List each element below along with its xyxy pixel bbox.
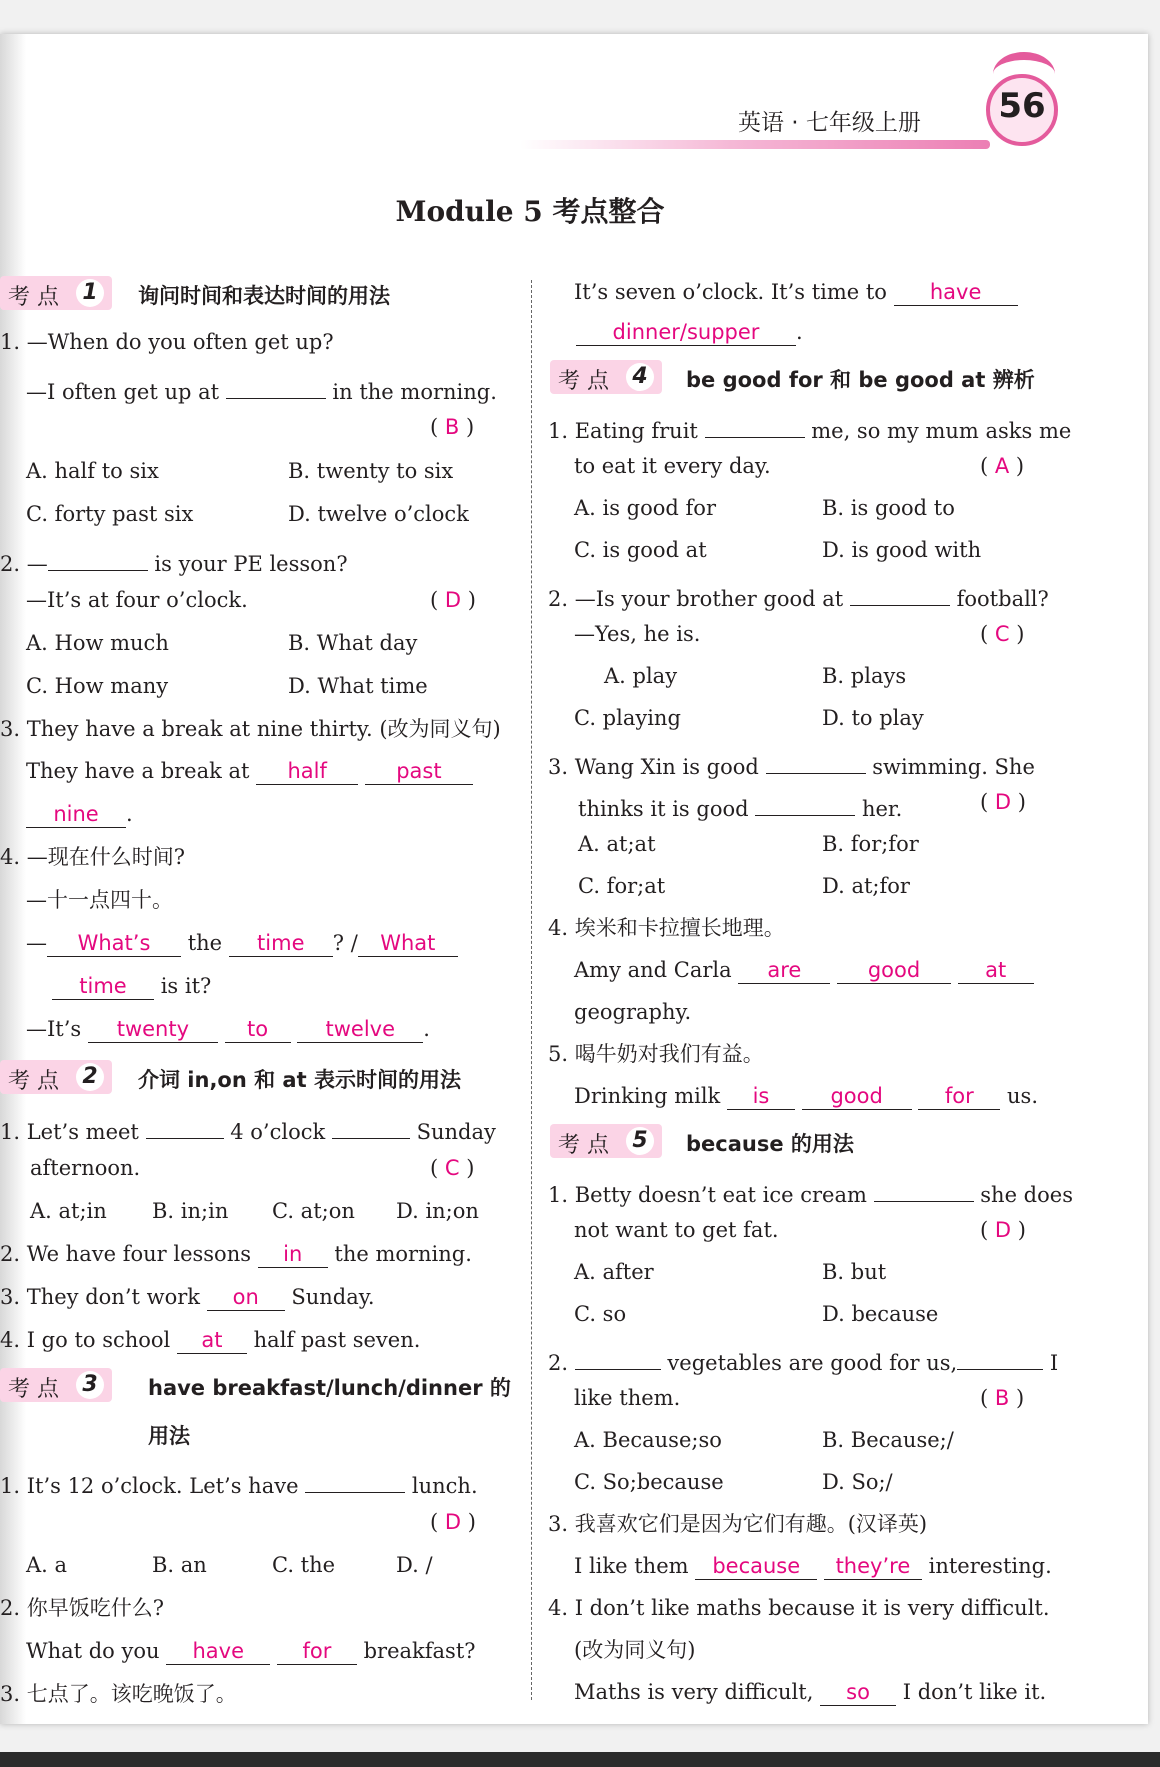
- g1-answer: ( A ): [980, 454, 1025, 478]
- section-title-1: 询问时间和表达时间的用法: [138, 284, 390, 308]
- q1-line2: —I often get up at in the morning.: [26, 371, 497, 406]
- q2-option-c: C. How many: [26, 674, 169, 698]
- g4-line3: geography.: [574, 1000, 692, 1024]
- p1-answer: ( C ): [430, 1156, 475, 1180]
- p1-option-b: B. in;in: [152, 1199, 229, 1223]
- g2-option-d: D. to play: [822, 706, 924, 730]
- section-tag-2: 考 点 2: [0, 1060, 112, 1094]
- g4-line2: Amy and Carla are good at: [574, 956, 1034, 984]
- g3-option-d: D. at;for: [822, 874, 910, 898]
- p1-question: 1. Let’s meet 4 o’clock Sunday: [0, 1111, 496, 1146]
- section-tag-5: 考 点 5: [550, 1124, 662, 1158]
- b1-option-b: B. but: [822, 1260, 887, 1284]
- g1-option-c: C. is good at: [574, 538, 707, 562]
- page-title: Module 5 考点整合: [395, 195, 665, 228]
- b2-option-b: B. Because;/: [822, 1428, 954, 1452]
- page-number: 56: [998, 86, 1046, 126]
- section-tag-1: 考 点 1: [0, 276, 112, 310]
- h2-question: 2. 你早饭吃什么?: [0, 1596, 164, 1620]
- g1-line2: to eat it every day.: [574, 454, 771, 478]
- b3-line2: I like them because they’re interesting.: [574, 1554, 1052, 1578]
- b3-question: 3. 我喜欢它们是因为它们有趣。(汉译英): [548, 1512, 928, 1536]
- column-divider: [531, 280, 532, 1700]
- p1-option-d: D. in;on: [396, 1199, 479, 1223]
- q1-option-b: B. twenty to six: [288, 459, 454, 483]
- q3-line3: nine .: [26, 800, 133, 828]
- q4-line2: —十一点四十。: [26, 888, 173, 912]
- g1-option-b: B. is good to: [822, 496, 955, 520]
- g3-option-c: C. for;at: [578, 874, 666, 898]
- p1-line2: afternoon.: [30, 1156, 141, 1180]
- q3-line2: They have a break at half past: [26, 757, 473, 785]
- g2-answer: ( C ): [980, 622, 1025, 646]
- b1-option-c: C. so: [574, 1302, 627, 1326]
- b4-line3: Maths is very difficult, so I don’t like it.: [574, 1680, 1047, 1704]
- section-tag-3: 考 点 3: [0, 1368, 112, 1402]
- q2-line2: —It’s at four o’clock.: [26, 588, 248, 612]
- header-rule: [520, 140, 990, 149]
- b4-line2: (改为同义句): [574, 1638, 696, 1662]
- section-title-2: 介词 in,on 和 at 表示时间的用法: [138, 1068, 461, 1092]
- p3-question: 3. They don’t work on Sunday.: [0, 1285, 375, 1309]
- g2-question: 2. —Is your brother good at football?: [548, 578, 1049, 613]
- g4-question: 4. 埃米和卡拉擅长地理。: [548, 916, 785, 940]
- g5-line2: Drinking milk is good for us.: [574, 1084, 1039, 1108]
- q4-line5: —It’s twenty to twelve .: [26, 1017, 430, 1041]
- b2-question: 2. vegetables are good for us, I: [548, 1342, 1058, 1377]
- q2-option-b: B. What day: [288, 631, 418, 655]
- b2-option-d: D. So;/: [822, 1470, 893, 1494]
- bottom-bar: [0, 1752, 1160, 1767]
- b1-answer: ( D ): [980, 1218, 1026, 1242]
- h1-question: 1. It’s 12 o’clock. Let’s have lunch.: [0, 1465, 478, 1500]
- h1-option-d: D. /: [396, 1553, 433, 1577]
- section-title-3-cont: 用法: [148, 1424, 190, 1448]
- b4-question: 4. I don’t like maths because it is very difficult.: [548, 1596, 1050, 1620]
- h3-line3: dinner/supper .: [576, 318, 803, 346]
- b1-option-d: D. because: [822, 1302, 939, 1326]
- q2-answer: ( D ): [430, 588, 476, 612]
- b2-option-c: C. So;because: [574, 1470, 724, 1494]
- section-title-4: be good for 和 be good at 辨析: [686, 368, 1035, 392]
- section-title-3: have breakfast/lunch/dinner 的: [148, 1376, 511, 1400]
- h3-question: 3. 七点了。该吃晚饭了。: [0, 1682, 237, 1706]
- b1-line2: not want to get fat.: [574, 1218, 779, 1242]
- g5-question: 5. 喝牛奶对我们有益。: [548, 1042, 764, 1066]
- q4-line3: — What’s the time ? / What: [26, 929, 458, 957]
- p1-option-a: A. at;in: [30, 1199, 107, 1223]
- q1-answer: ( B ): [430, 415, 475, 439]
- g1-option-a: A. is good for: [574, 496, 716, 520]
- q2-question: 2. — is your PE lesson?: [0, 543, 348, 578]
- g1-option-d: D. is good with: [822, 538, 982, 562]
- g2-line2: —Yes, he is.: [574, 622, 701, 646]
- g2-option-c: C. playing: [574, 706, 681, 730]
- b1-question: 1. Betty doesn’t eat ice cream she does: [548, 1174, 1073, 1209]
- g1-question: 1. Eating fruit me, so my mum asks me: [548, 410, 1071, 445]
- section-tag-4: 考 点 4: [550, 360, 662, 394]
- b2-answer: ( B ): [980, 1386, 1025, 1410]
- h1-option-c: C. the: [272, 1553, 336, 1577]
- g2-option-b: B. plays: [822, 664, 907, 688]
- q3-question: 3. They have a break at nine thirty. (改为同义句): [0, 717, 501, 741]
- g3-option-b: B. for;for: [822, 832, 919, 856]
- p4-question: 4. I go to school at half past seven.: [0, 1328, 421, 1352]
- h1-answer: ( D ): [430, 1510, 476, 1534]
- q4-question: 4. —现在什么时间?: [0, 845, 185, 869]
- h1-option-a: A. a: [26, 1553, 68, 1577]
- q2-option-d: D. What time: [288, 674, 428, 698]
- q1-option-d: D. twelve o’clock: [288, 502, 469, 526]
- q1-option-c: C. forty past six: [26, 502, 194, 526]
- header-subject: 英语 · 七年级上册: [738, 110, 921, 136]
- g3-answer: ( D ): [980, 790, 1026, 814]
- g3-line2: thinks it is good her.: [578, 788, 902, 823]
- p2-question: 2. We have four lessons in the morning.: [0, 1242, 472, 1266]
- g2-option-a: A. play: [604, 664, 678, 688]
- section-title-5: because 的用法: [686, 1132, 854, 1156]
- h3-line2: It’s seven o’clock. It’s time to have: [574, 278, 1018, 306]
- q2-option-a: A. How much: [26, 631, 169, 655]
- p1-option-c: C. at;on: [272, 1199, 355, 1223]
- q1-option-a: A. half to six: [26, 459, 159, 483]
- g3-option-a: A. at;at: [578, 832, 656, 856]
- g3-question: 3. Wang Xin is good swimming. She: [548, 746, 1035, 781]
- q4-line4: time is it?: [52, 972, 211, 1000]
- b1-option-a: A. after: [574, 1260, 654, 1284]
- b2-option-a: A. Because;so: [574, 1428, 722, 1452]
- h2-line2: What do you have for breakfast?: [26, 1639, 476, 1663]
- q1-question: 1. —When do you often get up?: [0, 330, 334, 354]
- b2-line2: like them.: [574, 1386, 681, 1410]
- h1-option-b: B. an: [152, 1553, 207, 1577]
